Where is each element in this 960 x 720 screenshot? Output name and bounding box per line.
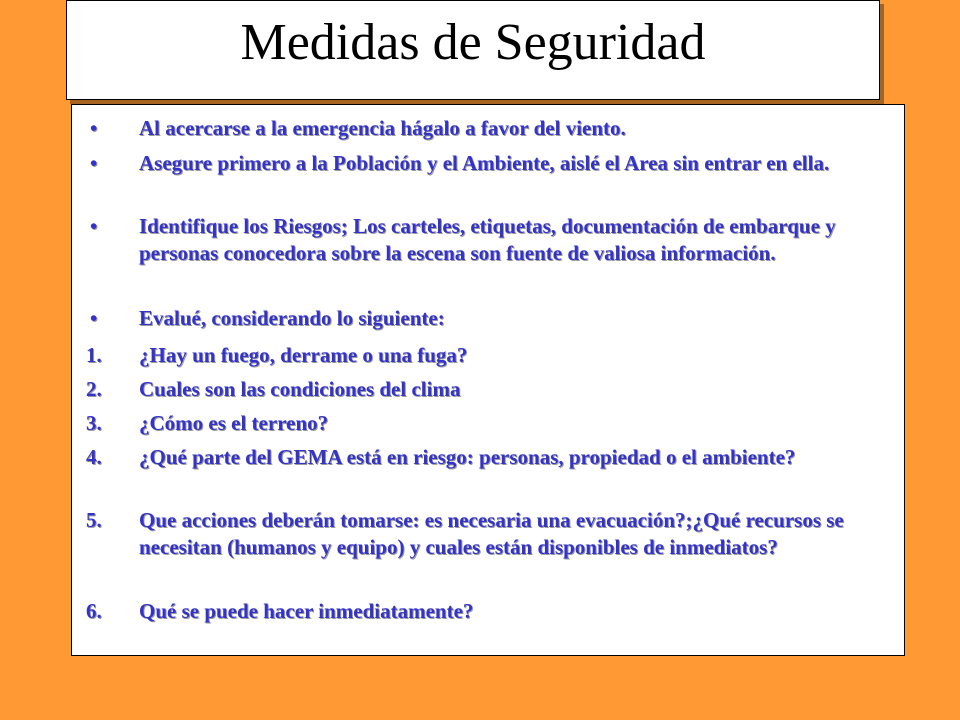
- number-marker: 4.: [86, 445, 102, 469]
- numbered-text: Cuales son las condiciones del clima: [139, 377, 461, 401]
- bullet-marker: •: [90, 151, 98, 175]
- content-box: [71, 104, 905, 656]
- bullet-text: Identifique los Riesgos; Los carteles, etiquetas, documentación de embarque y personas conocedora sobre la escena son fuente de valiosa información.: [139, 214, 836, 265]
- numbered-text: ¿Cómo es el terreno?: [139, 411, 329, 435]
- number-marker: 1.: [86, 343, 102, 367]
- numbered-text: ¿Hay un fuego, derrame o una fuga?: [139, 343, 468, 367]
- bullet-text: Al acercarse a la emergencia hágalo a favor del viento.: [139, 116, 626, 140]
- number-marker: 2.: [86, 377, 102, 401]
- bullet-text: Asegure primero a la Población y el Ambiente, aislé el Area sin entrar en ella.: [139, 151, 830, 175]
- title-box: [66, 0, 880, 100]
- number-marker: 3.: [86, 411, 102, 435]
- number-marker: 6.: [86, 599, 102, 623]
- bullet-marker: •: [90, 116, 98, 140]
- bullet-marker: •: [90, 214, 98, 238]
- bullet-marker: •: [90, 306, 98, 330]
- number-marker: 5.: [86, 508, 102, 532]
- numbered-text: Que acciones deberán tomarse: es necesaria una evacuación?;¿Qué recursos se necesitan (humanos y equipo) y cuales están disponibles de inmediatos?: [139, 508, 844, 559]
- numbered-text: ¿Qué parte del GEMA está en riesgo: personas, propiedad o el ambiente?: [139, 445, 796, 469]
- bullet-text: Evalué, considerando lo siguiente:: [139, 306, 445, 330]
- numbered-text: Qué se puede hacer inmediatamente?: [139, 599, 474, 623]
- slide-title: Medidas de Seguridad: [240, 14, 706, 71]
